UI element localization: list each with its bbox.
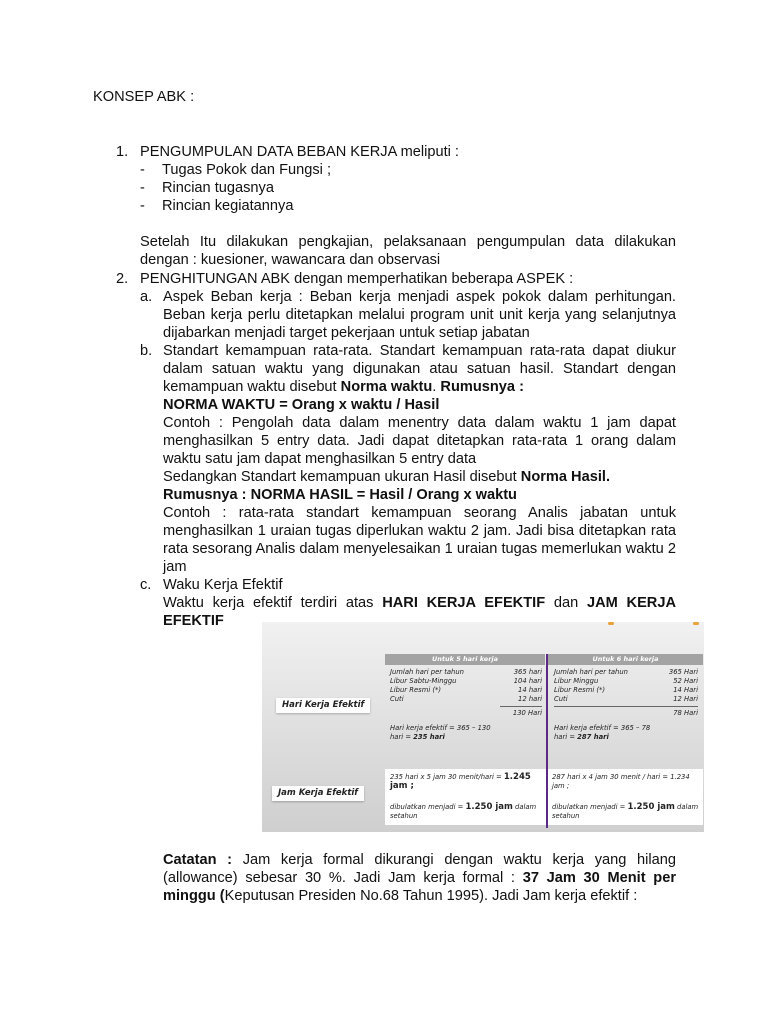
rumus-label: Rumusnya : <box>440 379 524 395</box>
cell-total: 130 Hari <box>512 709 542 717</box>
list-item: - Rincian kegiatannya <box>116 197 676 215</box>
cell-value: 14 Hari <box>673 686 698 694</box>
section-1-title: PENGUMPULAN DATA BEBAN KERJA meliputi : <box>140 144 459 160</box>
cell-jam-line <box>390 803 542 812</box>
sum-line <box>554 706 698 707</box>
section-2-number: 2. <box>116 271 129 287</box>
cell-calc-text: hari = <box>554 733 578 741</box>
formula-norma-waktu <box>163 396 676 414</box>
aspect-a-letter: a. <box>140 289 153 305</box>
aspect-b <box>140 342 676 576</box>
cell-value: 365 hari <box>513 668 542 676</box>
cell-jam-text: dibulatkan menjadi = <box>390 803 466 811</box>
cell-jam-result: 1.250 jam <box>465 802 513 812</box>
catatan-text: Jam kerja formal dikurangi dengan waktu kerja yang hilang (allowance) sebesar 30 %. Jadi Jam kerja formal : <box>163 852 677 886</box>
aspect-c-body: Waktu kerja efektif terdiri atas <box>163 595 383 611</box>
decorative-dot <box>608 622 614 625</box>
cell-5-days-hari <box>390 668 542 742</box>
section-2 <box>116 270 676 630</box>
cell-jam-result: 1.250 jam <box>627 802 675 812</box>
cell-calc <box>390 733 542 742</box>
cell-jam-text: dalam <box>512 803 537 811</box>
cell-calc-result: 235 hari <box>413 733 445 741</box>
cell-label: Libur Resmi (*) <box>554 686 606 694</box>
cell-label: Jumlah hari per tahun <box>390 668 464 676</box>
contoh-1: Contoh : Pengolah data dalam menentry data dalam waktu 1 jam dapat menghasilkan 5 entry data. Jadi dapat ditetapkan rata-rata 1 orang dalam waktu satu jam dapat menghasilkan 5 entry data <box>163 415 676 467</box>
formula-norma-hasil <box>163 486 676 504</box>
cell-calc <box>554 733 698 742</box>
row-header-hari: Hari Kerja Efektif <box>276 698 370 713</box>
aspect-b-text: Standart kemampuan rata-rata. Standart kemampuan rata-rata dapat diukur dalam satuan waktu yang digunakan atau satuan hasil. Standart dengan kemampuan waktu disebut <box>163 343 676 395</box>
cell-6-days-hari <box>554 668 698 742</box>
norma-hasil-term: Norma Hasil. <box>520 469 610 485</box>
section-1 <box>116 143 676 269</box>
cell-label: Jumlah hari per tahun <box>554 668 628 676</box>
sum-line <box>500 706 542 707</box>
document-heading: KONSEP ABK : <box>93 89 195 105</box>
cell-jam-line <box>552 803 700 812</box>
norma-hasil-intro <box>163 468 676 486</box>
formula-text: NORMA WAKTU = Orang x waktu / Hasil <box>163 397 440 413</box>
cell-jam-result: 1.245 jam ; <box>390 772 531 791</box>
aspect-c-body: dan <box>545 595 587 611</box>
cell-jam-text: setahun <box>390 812 418 820</box>
cell-label: Libur Minggu <box>554 677 599 685</box>
aspect-a-text: Aspek Beban kerja : Beban kerja menjadi aspek pokok dalam perhitungan. Beban kerja perlu ditetapkan melalui program unit unit kerja yang selanjutnya dijabarkan menjadi target pekerjaan untuk setiap jabatan <box>163 289 676 341</box>
row-header-jam: Jam Kerja Efektif <box>272 786 364 801</box>
hari-kerja-term: HARI KERJA EFEKTIF <box>382 595 546 611</box>
aspect-a <box>140 288 676 342</box>
cell-jam-text: dalam <box>674 803 699 811</box>
section-2-title: PENGHITUNGAN ABK dengan memperhatikan beberapa ASPEK : <box>140 271 574 287</box>
cell-total: 78 Hari <box>673 709 698 717</box>
aspect-b-intro <box>163 342 676 396</box>
aspect-b-letter: b. <box>140 343 153 359</box>
work-time-table <box>262 622 704 832</box>
cell-calc-result: 287 hari <box>577 733 609 741</box>
cell-5-days-jam <box>390 773 542 821</box>
section-1-paragraph: Setelah Itu dilakukan pengkajian, pelaksanaan pengumpulan data dilakukan dengan : kuesioner, wawancara dan observasi <box>140 234 676 268</box>
cell-label: Libur Sabtu-Minggu <box>390 677 457 685</box>
catatan-bold: 37 Jam 30 Menit per minggu ( <box>163 870 676 904</box>
cell-value: 104 hari <box>513 677 542 685</box>
cell-value: 365 Hari <box>668 668 698 676</box>
cell-value: 12 hari <box>518 695 542 703</box>
cell-label: Libur Resmi (*) <box>390 686 442 694</box>
jam-kerja-term: JAM KERJA EFEKTIF <box>163 595 676 629</box>
cell-label: Cuti <box>390 695 404 703</box>
cell-calc: Hari kerja efektif = 365 – 78 <box>554 724 651 732</box>
decorative-dot <box>693 622 699 625</box>
aspect-b-text: Sedangkan Standart kemampuan ukuran Hasil disebut <box>163 469 521 485</box>
cell-jam-line <box>390 773 542 791</box>
cell-calc-text: hari = <box>390 733 414 741</box>
norma-waktu-term: Norma waktu <box>340 379 433 395</box>
contoh-2: Contoh : rata-rata standart kemampuan seorang Analis jabatan untuk menghasilkan 1 uraian tugas diperlukan waktu 2 jam. Jadi bisa ditetapkan rata rata sesorang Analis dalam menyelesaikan 1 uraian tugas memerlukan waktu 2 jam <box>163 505 676 575</box>
cell-value: 14 hari <box>518 686 542 694</box>
catatan-label: Catatan : <box>163 852 233 868</box>
list-item: - Tugas Pokok dan Fungsi ; <box>116 161 676 179</box>
cell-jam-text: setahun <box>552 812 580 820</box>
aspect-c-letter: c. <box>140 577 152 593</box>
catatan-paragraph <box>163 851 676 905</box>
cell-value: 12 Hari <box>673 695 698 703</box>
cell-value: 52 Hari <box>673 677 698 685</box>
list-item: - Rincian tugasnya <box>116 179 676 197</box>
cell-calc: Hari kerja efektif = 365 – 130 <box>390 724 491 732</box>
section-1-number: 1. <box>116 144 129 160</box>
formula-text: Rumusnya : NORMA HASIL = Hasil / Orang x waktu <box>163 487 517 503</box>
aspect-c-title: Waku Kerja Efektif <box>163 577 283 593</box>
cell-label: Cuti <box>554 695 568 703</box>
cell-jam-text: dibulatkan menjadi = <box>552 803 628 811</box>
aspect-b-text: . <box>432 379 441 395</box>
column-divider <box>546 654 548 828</box>
col-header-5-days: Untuk 5 hari kerja <box>385 654 545 665</box>
catatan-text: Keputusan Presiden No.68 Tahun 1995). Jadi Jam kerja efektif : <box>224 888 638 904</box>
col-header-6-days: Untuk 6 hari kerja <box>548 654 703 665</box>
cell-6-days-jam <box>552 773 700 821</box>
section-1-list <box>116 161 676 215</box>
cell-jam-line: 287 hari x 4 jam 30 menit / hari = 1.234 jam ; <box>552 773 690 790</box>
cell-jam-text: 235 hari x 5 jam 30 menit/hari = <box>390 773 504 781</box>
